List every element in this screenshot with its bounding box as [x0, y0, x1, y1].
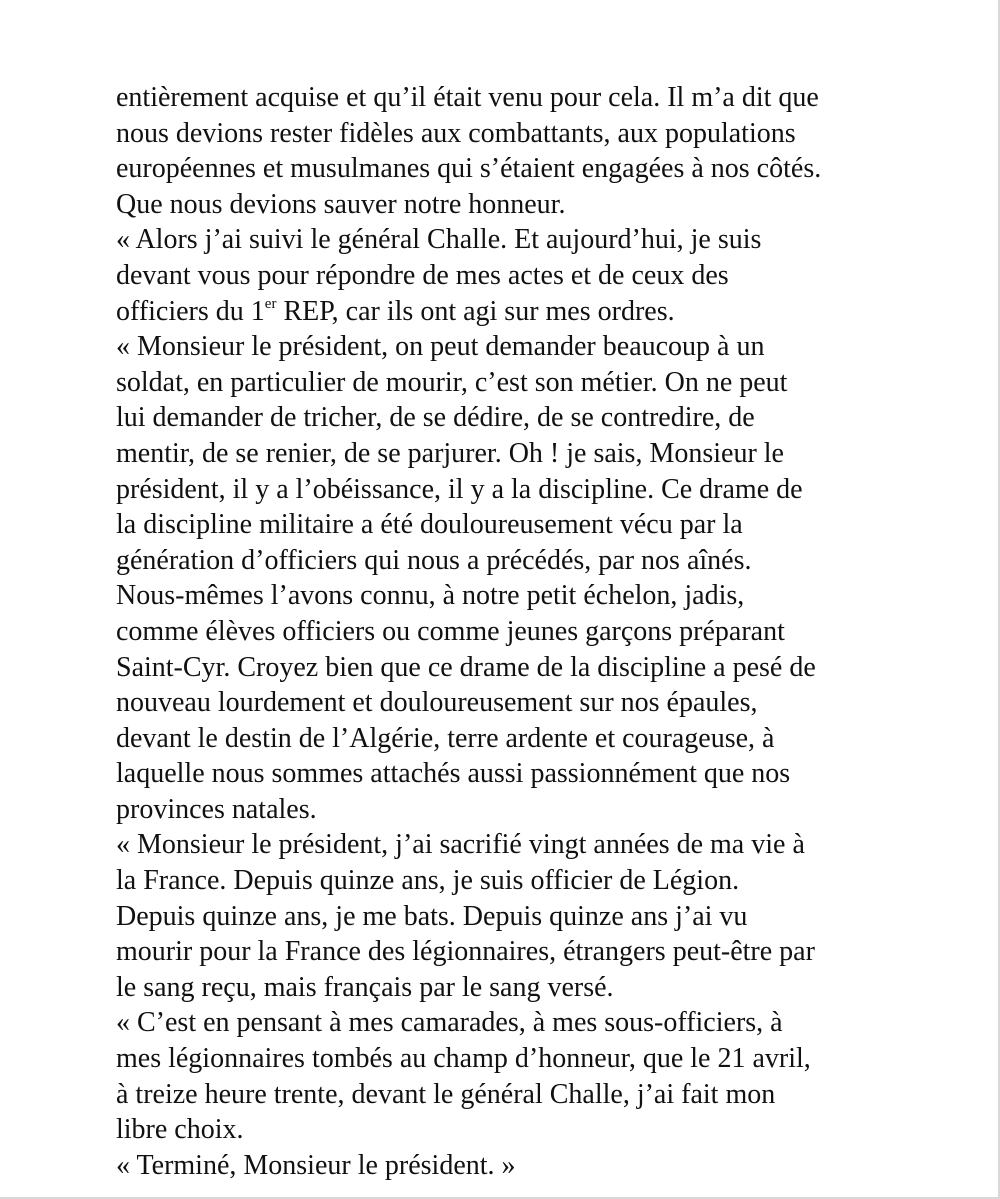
- text-line: [116, 507, 976, 543]
- line-text: devant vous pour répondre de mes actes et de ceux des: [116, 259, 729, 291]
- text-line: [116, 614, 976, 650]
- line-text: mentir, de se renier, de se parjurer. Oh ! je sais, Monsieur le: [116, 437, 784, 469]
- text-line: [116, 472, 976, 508]
- line-text-continued: REP, car ils ont agi sur mes ordres.: [276, 295, 675, 327]
- line-text: laquelle nous sommes attachés aussi passionnément que nos: [116, 758, 791, 790]
- text-line: [116, 756, 976, 792]
- text-line: [116, 970, 976, 1006]
- text-line: [116, 187, 976, 223]
- line-text: président, il y a l’obéissance, il y a la discipline. Ce drame de: [116, 473, 803, 505]
- text-line: [116, 151, 976, 187]
- line-text: génération d’officiers qui nous a précédés, par nos aînés.: [116, 544, 752, 576]
- line-text: le sang reçu, mais français par le sang versé.: [116, 971, 614, 1003]
- text-line: [116, 294, 976, 330]
- text-line: [116, 436, 976, 472]
- line-text: nouveau lourdement et douloureusement sur nos épaules,: [116, 687, 758, 719]
- text-line: [116, 1041, 976, 1077]
- text-line: [116, 222, 976, 258]
- line-text: lui demander de tricher, de se dédire, de se contredire, de: [116, 402, 755, 434]
- text-line: [116, 685, 976, 721]
- text-line: [116, 1148, 976, 1184]
- text-line: [116, 1077, 976, 1113]
- text-line: [116, 80, 976, 116]
- superscript: er: [264, 295, 277, 312]
- line-text: provinces natales.: [116, 793, 317, 825]
- text-line: [116, 258, 976, 294]
- line-text: Que nous devions sauver notre honneur.: [116, 188, 566, 220]
- line-text: libre choix.: [116, 1114, 244, 1146]
- line-text: « Monsieur le président, on peut demander beaucoup à un: [116, 331, 765, 363]
- text-line: [116, 329, 976, 365]
- text-line: [116, 721, 976, 757]
- line-text: mes légionnaires tombés au champ d’honneur, que le 21 avril,: [116, 1043, 811, 1075]
- text-line: [116, 578, 976, 614]
- document-text: [116, 80, 976, 1183]
- text-line: [116, 365, 976, 401]
- line-text: officiers du 1: [116, 295, 265, 327]
- line-text: la France. Depuis quinze ans, je suis officier de Légion.: [116, 865, 740, 897]
- text-line: [116, 1005, 976, 1041]
- text-line: [116, 899, 976, 935]
- line-text: « Monsieur le président, j’ai sacrifié vingt années de ma vie à: [116, 829, 805, 861]
- text-line: [116, 400, 976, 436]
- line-text: Nous-mêmes l’avons connu, à notre petit échelon, jadis,: [116, 580, 745, 612]
- line-text: soldat, en particulier de mourir, c’est son métier. On ne peut: [116, 366, 788, 398]
- line-text: nous devions rester fidèles aux combattants, aux populations: [116, 117, 796, 149]
- line-text: Depuis quinze ans, je me bats. Depuis quinze ans j’ai vu: [116, 900, 748, 932]
- line-text: européennes et musulmanes qui s’étaient engagées à nos côtés.: [116, 153, 822, 185]
- line-text: à treize heure trente, devant le général Challe, j’ai fait mon: [116, 1078, 776, 1110]
- text-line: [116, 1112, 976, 1148]
- text-line: [116, 934, 976, 970]
- line-text: devant le destin de l’Algérie, terre ardente et courageuse, à: [116, 722, 775, 754]
- text-line: [116, 827, 976, 863]
- text-line: [116, 116, 976, 152]
- line-text: Saint-Cyr. Croyez bien que ce drame de la discipline a pesé de: [116, 651, 816, 683]
- line-text: entièrement acquise et qu’il était venu pour cela. Il m’a dit que: [116, 82, 819, 113]
- line-text: « C’est en pensant à mes camarades, à mes sous-officiers, à: [116, 1007, 783, 1039]
- text-line: [116, 543, 976, 579]
- line-text: la discipline militaire a été douloureusement vécu par la: [116, 509, 743, 541]
- line-text: « Terminé, Monsieur le président. »: [116, 1149, 516, 1181]
- text-line: [116, 792, 976, 828]
- line-text: mourir pour la France des légionnaires, étrangers peut-être par: [116, 936, 815, 968]
- text-line: [116, 650, 976, 686]
- line-text: comme élèves officiers ou comme jeunes garçons préparant: [116, 615, 785, 647]
- line-text: « Alors j’ai suivi le général Challe. Et aujourd’hui, je suis: [116, 224, 762, 256]
- text-line: [116, 863, 976, 899]
